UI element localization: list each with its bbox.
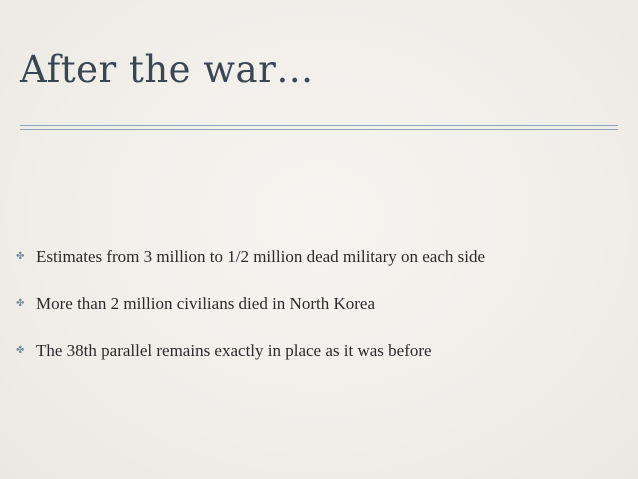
title-divider-top — [20, 125, 618, 126]
slide-title: After the war… — [20, 48, 314, 91]
bullet-text: The 38th parallel remains exactly in place as it was before — [36, 340, 432, 360]
bullet-text: More than 2 million civilians died in North Korea — [36, 293, 375, 313]
bullet-text: Estimates from 3 million to 1/2 million dead military on each side — [36, 246, 486, 266]
title-divider-bottom — [20, 129, 618, 130]
bullet-item — [16, 291, 485, 316]
four-point-star-icon: ✤ — [16, 298, 25, 309]
bullet-item — [16, 338, 485, 363]
bullet-list — [16, 244, 485, 385]
four-point-star-icon: ✤ — [16, 345, 25, 356]
four-point-star-icon: ✤ — [16, 251, 25, 262]
bullet-item — [16, 244, 485, 269]
